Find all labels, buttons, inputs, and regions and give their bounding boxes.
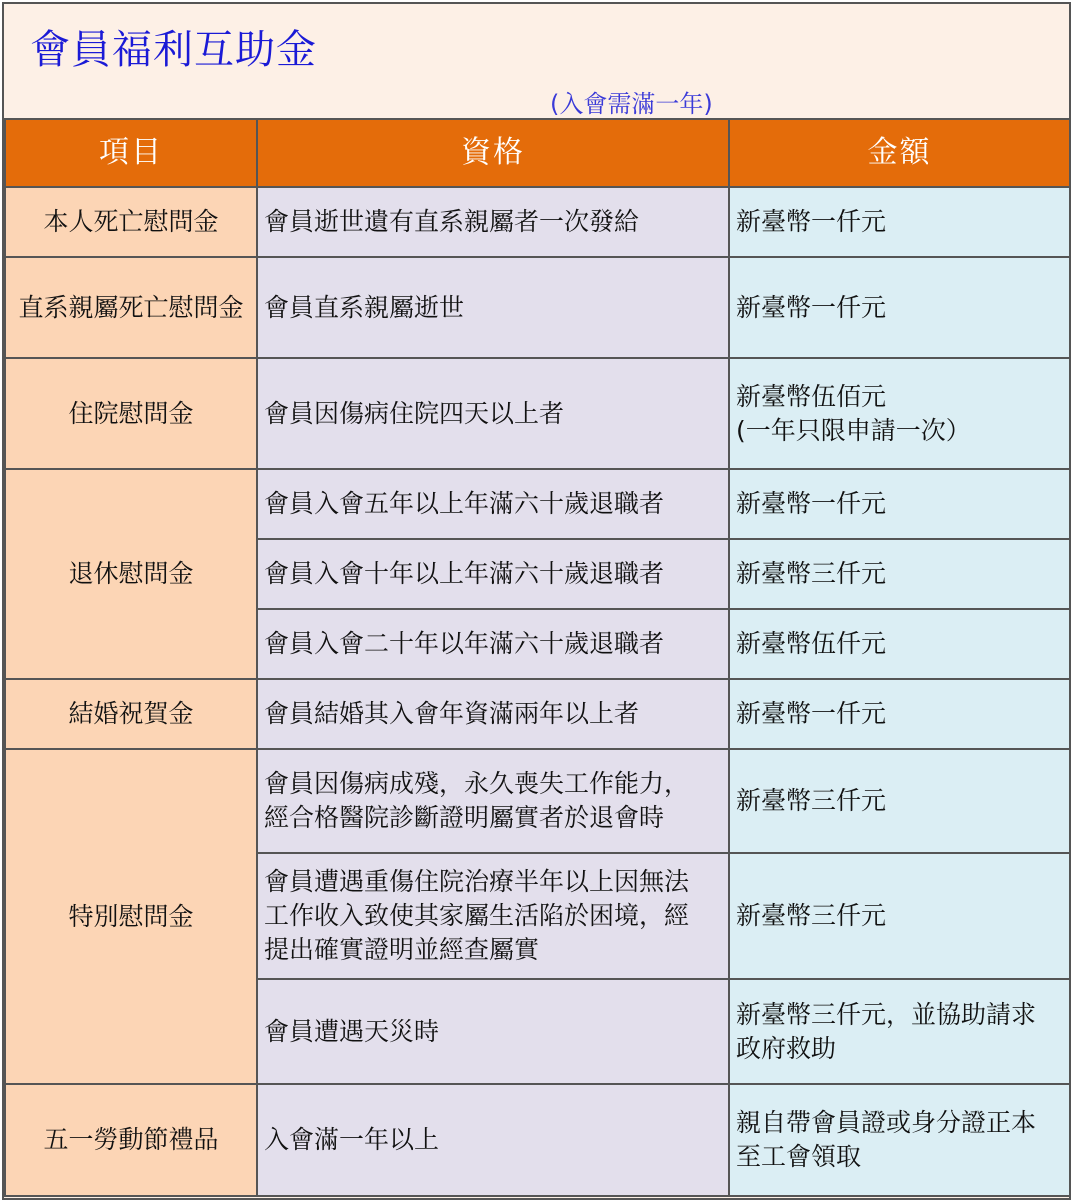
table-header-row	[5, 119, 1070, 187]
amount-cell: 新臺幣一仟元	[729, 469, 1070, 539]
item-cell: 特別慰問金	[5, 749, 257, 1084]
benefits-table	[4, 118, 1071, 1197]
qualification-line: 會員因傷病成殘，永久喪失工作能力，	[264, 769, 690, 798]
amount-cell	[729, 358, 1070, 469]
table-row	[5, 1084, 1070, 1196]
amount-cell	[729, 1084, 1070, 1196]
amount-cell: 新臺幣伍仟元	[729, 609, 1070, 679]
qualification-cell: 會員結婚其入會年資滿兩年以上者	[257, 679, 729, 749]
benefits-sheet	[2, 2, 1071, 1200]
item-cell: 本人死亡慰問金	[5, 187, 257, 257]
qualification-line: 經合格醫院診斷證明屬實者於退會時	[264, 803, 665, 832]
qualification-cell: 會員直系親屬逝世	[257, 257, 729, 358]
column-header-qualification: 資格	[257, 119, 729, 187]
qualification-cell: 會員逝世遺有直系親屬者一次發給	[257, 187, 729, 257]
column-header-item: 項目	[5, 119, 257, 187]
amount-line: 新臺幣伍佰元	[736, 381, 887, 411]
amount-line: (一年只限申請一次）	[736, 415, 971, 445]
amount-cell: 新臺幣三仟元	[729, 539, 1070, 609]
qualification-cell: 會員入會二十年以年滿六十歲退職者	[257, 609, 729, 679]
table-row	[5, 679, 1070, 749]
amount-line: 新臺幣三仟元，並協助請求	[736, 999, 1037, 1029]
qualification-cell: 會員遭遇天災時	[257, 979, 729, 1084]
amount-cell: 新臺幣三仟元	[729, 853, 1070, 979]
qualification-cell: 入會滿一年以上	[257, 1084, 729, 1196]
item-cell: 住院慰問金	[5, 358, 257, 469]
amount-line: 親自帶會員證或身分證正本	[736, 1108, 1037, 1137]
amount-cell: 新臺幣三仟元	[729, 749, 1070, 853]
item-cell: 五一勞動節禮品	[5, 1084, 257, 1196]
amount-cell: 新臺幣一仟元	[729, 257, 1070, 358]
qualification-cell: 會員因傷病住院四天以上者	[257, 358, 729, 469]
qualification-cell	[257, 749, 729, 853]
item-cell: 退休慰問金	[5, 469, 257, 679]
qualification-cell: 會員入會五年以上年滿六十歲退職者	[257, 469, 729, 539]
item-cell: 直系親屬死亡慰問金	[5, 257, 257, 358]
qualification-line: 工作收入致使其家屬生活陷於困境，經	[264, 901, 690, 930]
amount-line: 至工會領取	[736, 1142, 862, 1171]
table-row	[5, 358, 1070, 469]
amount-cell	[729, 979, 1070, 1084]
page-title: 會員福利互助金	[30, 27, 317, 73]
qualification-line: 提出確實證明並經查屬實	[264, 935, 540, 964]
page-subtitle: (入會需滿一年)	[550, 90, 713, 118]
title-area	[4, 4, 1069, 118]
amount-cell: 新臺幣一仟元	[729, 187, 1070, 257]
qualification-cell	[257, 853, 729, 979]
column-header-amount: 金額	[729, 119, 1070, 187]
qualification-line: 會員遭遇重傷住院治療半年以上因無法	[264, 867, 690, 896]
table-row	[5, 469, 1070, 539]
table-row	[5, 257, 1070, 358]
item-cell: 結婚祝賀金	[5, 679, 257, 749]
table-row	[5, 749, 1070, 853]
amount-line: 政府救助	[736, 1033, 837, 1063]
table-row	[5, 187, 1070, 257]
qualification-cell: 會員入會十年以上年滿六十歲退職者	[257, 539, 729, 609]
amount-cell: 新臺幣一仟元	[729, 679, 1070, 749]
